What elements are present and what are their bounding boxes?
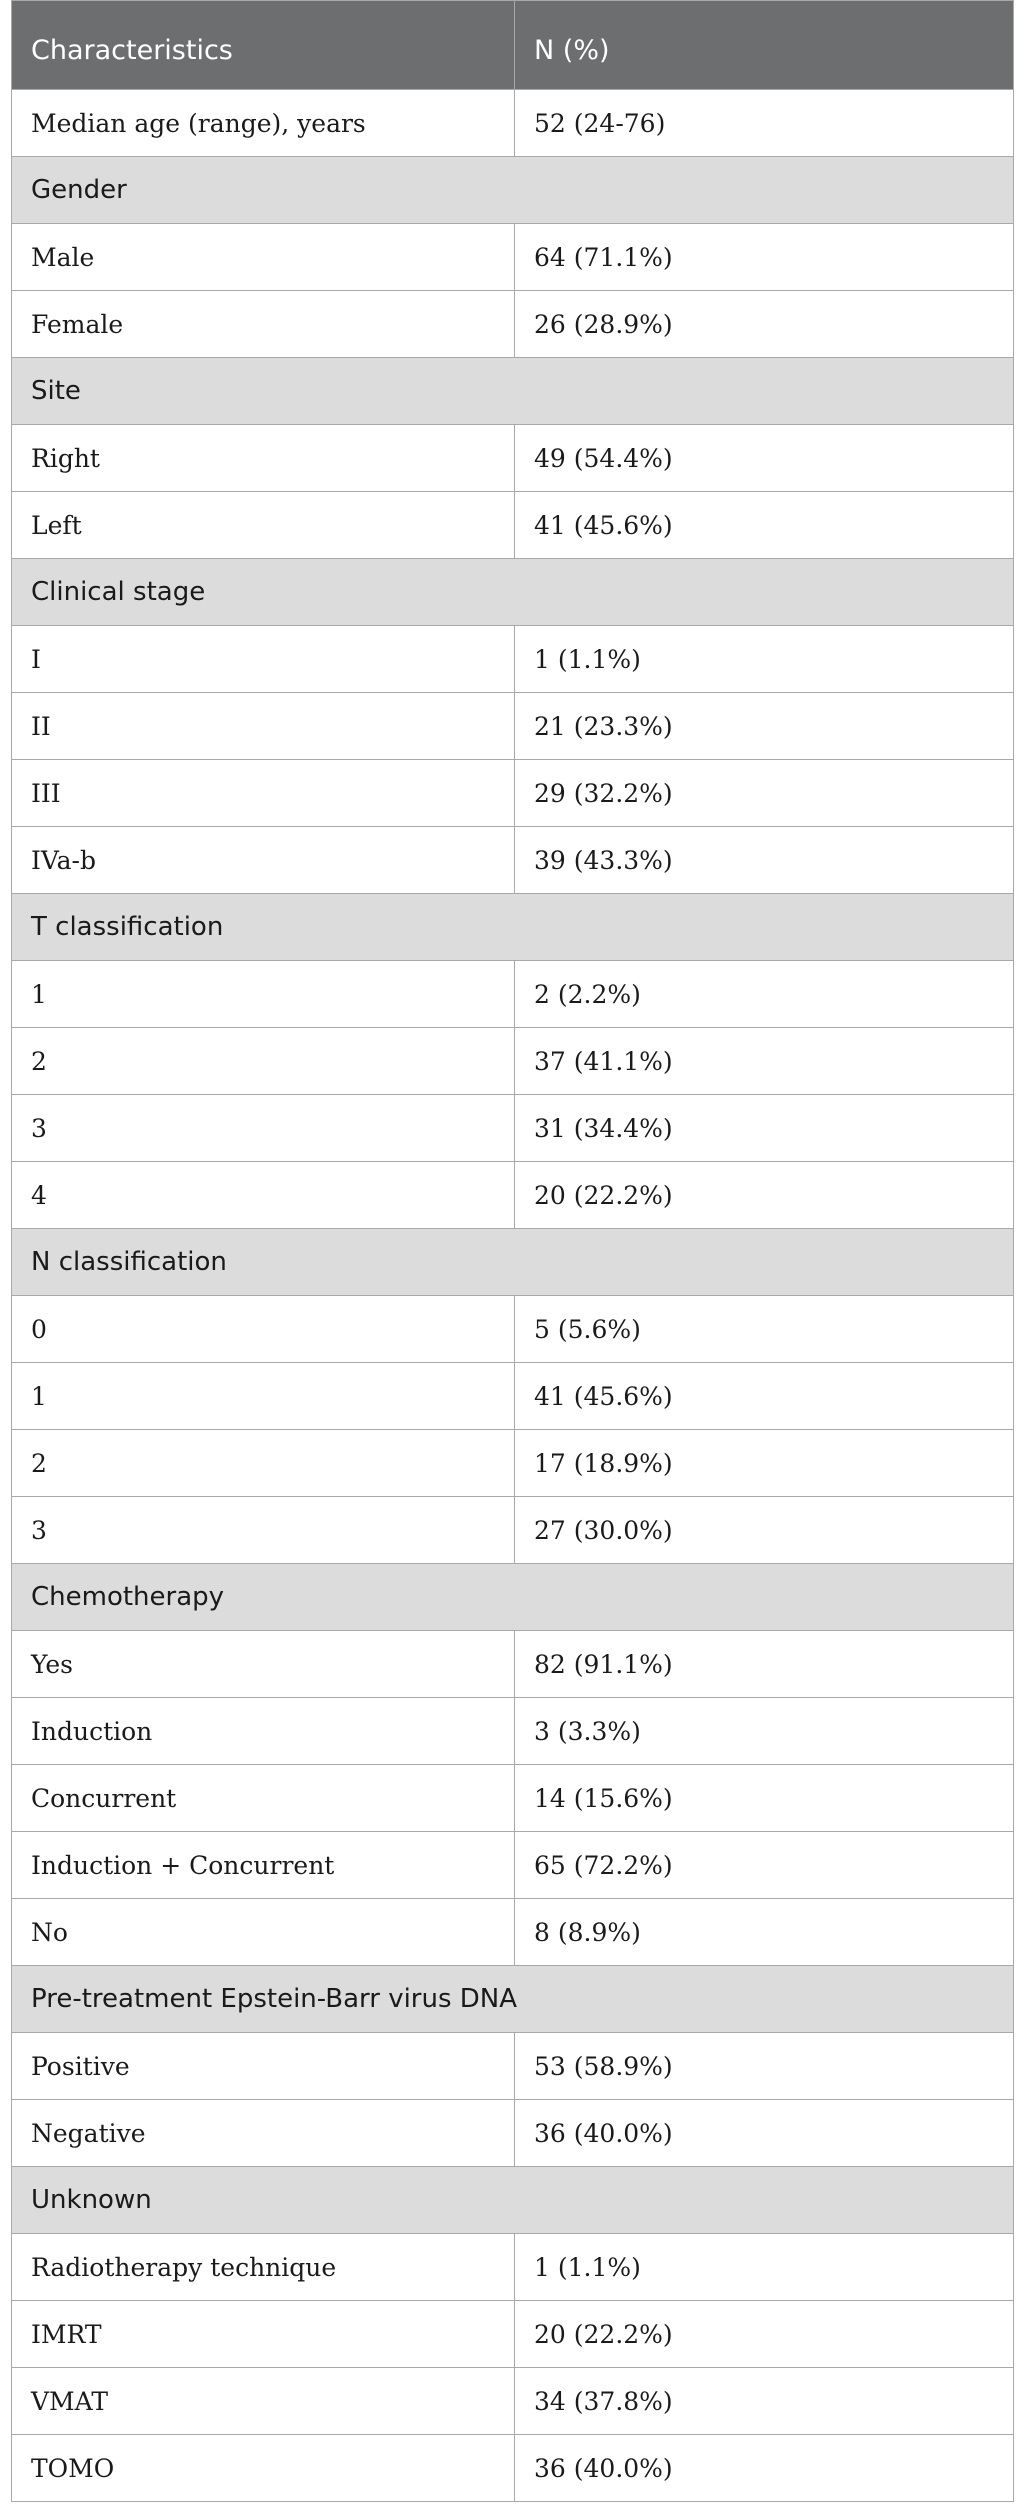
- row-label: Positive: [12, 2033, 515, 2100]
- table-row: [12, 1631, 1014, 1698]
- row-label: 1: [12, 1363, 515, 1430]
- row-value: 20 (22.2%): [515, 1162, 1014, 1229]
- row-value: 3 (3.3%): [515, 1698, 1014, 1765]
- section-row: [12, 1229, 1014, 1296]
- row-label: 3: [12, 1095, 515, 1162]
- row-label: Yes: [12, 1631, 515, 1698]
- row-value: 8 (8.9%): [515, 1899, 1014, 1966]
- row-label: Induction + Concurrent: [12, 1832, 515, 1899]
- table-row: [12, 2368, 1014, 2435]
- table-row: [12, 2234, 1014, 2301]
- section-label: N classification: [12, 1229, 1014, 1296]
- table-row: [12, 1430, 1014, 1497]
- table-row: [12, 1497, 1014, 1564]
- section-row: [12, 559, 1014, 626]
- row-value: 20 (22.2%): [515, 2301, 1014, 2368]
- table-row: [12, 2100, 1014, 2167]
- row-label: 3: [12, 1497, 515, 1564]
- table-row: [12, 291, 1014, 358]
- table-body: [12, 90, 1014, 2502]
- table-row: [12, 224, 1014, 291]
- row-label: Male: [12, 224, 515, 291]
- row-value: 34 (37.8%): [515, 2368, 1014, 2435]
- section-row: [12, 1966, 1014, 2033]
- row-value: 37 (41.1%): [515, 1028, 1014, 1095]
- section-row: [12, 157, 1014, 224]
- table-row: [12, 425, 1014, 492]
- table-row: [12, 2033, 1014, 2100]
- row-value: 39 (43.3%): [515, 827, 1014, 894]
- section-row: [12, 1564, 1014, 1631]
- row-label: 4: [12, 1162, 515, 1229]
- table-row: [12, 693, 1014, 760]
- row-label: Median age (range), years: [12, 90, 515, 157]
- table-row: [12, 1028, 1014, 1095]
- section-label: Pre-treatment Epstein-Barr virus DNA: [12, 1966, 1014, 2033]
- table-row: [12, 1832, 1014, 1899]
- table-row: [12, 760, 1014, 827]
- table-row: [12, 626, 1014, 693]
- row-label: 2: [12, 1028, 515, 1095]
- row-label: VMAT: [12, 2368, 515, 2435]
- row-label: TOMO: [12, 2435, 515, 2502]
- row-value: 2 (2.2%): [515, 961, 1014, 1028]
- row-value: 64 (71.1%): [515, 224, 1014, 291]
- row-label: III: [12, 760, 515, 827]
- row-label: 0: [12, 1296, 515, 1363]
- header-row: [12, 1, 1014, 90]
- table-row: [12, 2301, 1014, 2368]
- header-characteristics: Characteristics: [12, 1, 515, 90]
- table-row: [12, 1296, 1014, 1363]
- section-label: Chemotherapy: [12, 1564, 1014, 1631]
- row-value: 36 (40.0%): [515, 2100, 1014, 2167]
- row-label: Negative: [12, 2100, 515, 2167]
- section-row: [12, 2167, 1014, 2234]
- row-value: 41 (45.6%): [515, 1363, 1014, 1430]
- characteristics-table: [11, 0, 1014, 2502]
- row-label: Induction: [12, 1698, 515, 1765]
- section-row: [12, 358, 1014, 425]
- row-value: 53 (58.9%): [515, 2033, 1014, 2100]
- table-row: [12, 1095, 1014, 1162]
- row-label: I: [12, 626, 515, 693]
- table-row: [12, 1162, 1014, 1229]
- row-label: II: [12, 693, 515, 760]
- row-value: 5 (5.6%): [515, 1296, 1014, 1363]
- row-value: 36 (40.0%): [515, 2435, 1014, 2502]
- row-label: Radiotherapy technique: [12, 2234, 515, 2301]
- row-value: 65 (72.2%): [515, 1832, 1014, 1899]
- row-label: 2: [12, 1430, 515, 1497]
- row-label: No: [12, 1899, 515, 1966]
- table-row: [12, 2435, 1014, 2502]
- row-label: IMRT: [12, 2301, 515, 2368]
- table-row: [12, 1698, 1014, 1765]
- row-value: 49 (54.4%): [515, 425, 1014, 492]
- section-row: [12, 894, 1014, 961]
- section-label: Site: [12, 358, 1014, 425]
- section-label: T classification: [12, 894, 1014, 961]
- section-label: Unknown: [12, 2167, 1014, 2234]
- table-row: [12, 1899, 1014, 1966]
- row-value: 14 (15.6%): [515, 1765, 1014, 1832]
- header-n-percent: N (%): [515, 1, 1014, 90]
- row-label: Left: [12, 492, 515, 559]
- row-value: 82 (91.1%): [515, 1631, 1014, 1698]
- row-label: Right: [12, 425, 515, 492]
- section-label: Gender: [12, 157, 1014, 224]
- section-label: Clinical stage: [12, 559, 1014, 626]
- row-value: 21 (23.3%): [515, 693, 1014, 760]
- row-value: 29 (32.2%): [515, 760, 1014, 827]
- row-label: 1: [12, 961, 515, 1028]
- table-row: [12, 492, 1014, 559]
- table-header: [12, 1, 1014, 90]
- table-row: [12, 827, 1014, 894]
- row-value: 52 (24-76): [515, 90, 1014, 157]
- row-value: 17 (18.9%): [515, 1430, 1014, 1497]
- row-value: 1 (1.1%): [515, 2234, 1014, 2301]
- table-row: [12, 961, 1014, 1028]
- row-label: Concurrent: [12, 1765, 515, 1832]
- table-row: [12, 90, 1014, 157]
- row-label: IVa-b: [12, 827, 515, 894]
- table-row: [12, 1363, 1014, 1430]
- row-value: 41 (45.6%): [515, 492, 1014, 559]
- row-value: 27 (30.0%): [515, 1497, 1014, 1564]
- row-value: 31 (34.4%): [515, 1095, 1014, 1162]
- row-label: Female: [12, 291, 515, 358]
- table-row: [12, 1765, 1014, 1832]
- row-value: 1 (1.1%): [515, 626, 1014, 693]
- row-value: 26 (28.9%): [515, 291, 1014, 358]
